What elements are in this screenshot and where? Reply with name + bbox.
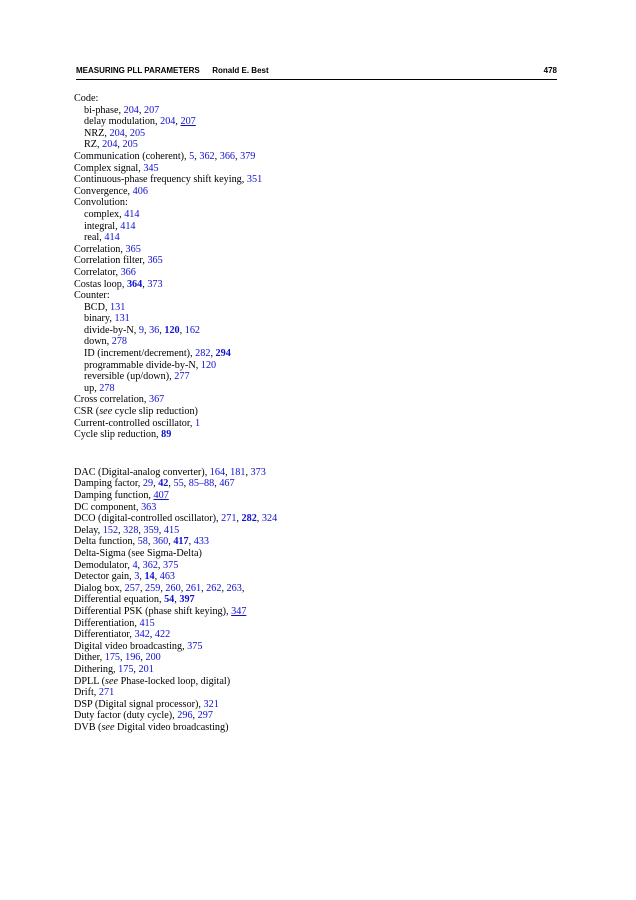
page-link[interactable]: 373 bbox=[147, 278, 163, 290]
page-link[interactable]: 162 bbox=[184, 324, 201, 336]
page-link[interactable]: 259 bbox=[145, 582, 161, 594]
entry-term: DSP (Digital signal processor), bbox=[74, 698, 204, 710]
index-entry bbox=[74, 163, 554, 175]
page-link[interactable]: 278 bbox=[111, 336, 128, 348]
page-link[interactable]: 201 bbox=[138, 663, 154, 675]
index-entry: Communication (coherent), 5, 362, 366, 379 bbox=[74, 150, 256, 162]
page-link[interactable]: 263 bbox=[226, 582, 242, 594]
entry-term: Continuous-phase frequency shift keying, bbox=[74, 174, 247, 186]
entry-term: divide-by-N, bbox=[84, 324, 139, 336]
page-link[interactable]: 207 bbox=[143, 104, 160, 116]
entry-term: Duty factor (duty cycle), bbox=[74, 710, 178, 722]
page-link[interactable]: 1 bbox=[194, 417, 201, 429]
page-link[interactable]: 294 bbox=[215, 348, 231, 360]
page-link[interactable]: 324 bbox=[261, 513, 278, 525]
page-link[interactable]: 467 bbox=[219, 478, 235, 490]
entry-term-rest: Digital video broadcasting) bbox=[114, 721, 229, 733]
page-link[interactable]: 463 bbox=[159, 571, 175, 583]
page-link[interactable]: 433 bbox=[193, 536, 209, 548]
page-link[interactable]: 367 bbox=[148, 394, 165, 406]
index-subentry: divide-by-N, 9, 36, 120, 162 bbox=[84, 324, 201, 336]
entry-term: DVB ( bbox=[74, 721, 102, 733]
entry-term: Dither, bbox=[74, 652, 105, 664]
page-link[interactable]: 164 bbox=[209, 466, 226, 478]
entry-term: Dithering, bbox=[74, 663, 119, 675]
index-entry: Differentiator, 342, 422 bbox=[74, 629, 171, 641]
page-link[interactable]: 297 bbox=[197, 710, 213, 722]
page-link[interactable]: 365 bbox=[125, 243, 141, 255]
index-entry bbox=[74, 290, 554, 302]
entry-term: Cross correlation, bbox=[74, 394, 149, 406]
index-entry bbox=[74, 548, 554, 560]
index-subentry bbox=[74, 383, 554, 395]
page-link[interactable]: 204 bbox=[123, 104, 139, 116]
entry-term: Counter: bbox=[74, 290, 110, 302]
page-link[interactable]: 271 bbox=[221, 513, 237, 525]
page-link[interactable]: 414 bbox=[124, 208, 140, 220]
index-entry: Differential equation, 54, 397 bbox=[74, 594, 195, 606]
index-entry bbox=[74, 174, 554, 186]
page-link[interactable]: 359 bbox=[143, 524, 159, 536]
page-link[interactable]: 278 bbox=[99, 382, 115, 394]
page-link[interactable]: 152 bbox=[102, 524, 119, 536]
entry-term: Correlation filter, bbox=[74, 255, 148, 267]
page-link[interactable]: 14 bbox=[144, 571, 155, 583]
page-link[interactable]: 282 bbox=[195, 348, 211, 360]
page-link[interactable]: 262 bbox=[206, 582, 222, 594]
entry-term: RZ, bbox=[84, 139, 103, 151]
index-subentry bbox=[74, 371, 554, 383]
page-link[interactable]: 347 bbox=[231, 605, 247, 617]
index-entry bbox=[74, 429, 554, 441]
index-entry bbox=[74, 606, 554, 618]
page-link[interactable]: 362 bbox=[199, 150, 215, 162]
entry-term: Delay, bbox=[74, 524, 103, 536]
page-link[interactable]: 196 bbox=[125, 652, 141, 664]
entry-term: DPLL ( bbox=[74, 675, 106, 687]
page-link[interactable]: 131 bbox=[114, 313, 130, 325]
trailing-punctuation: , bbox=[241, 582, 245, 594]
index-entry bbox=[74, 687, 554, 699]
index-subentry bbox=[74, 209, 554, 221]
page-link[interactable]: 351 bbox=[246, 174, 263, 186]
entry-term: CSR ( bbox=[74, 406, 100, 418]
page-link[interactable]: 328 bbox=[123, 524, 139, 536]
page-link[interactable]: 271 bbox=[98, 687, 115, 699]
page-link[interactable]: 175 bbox=[104, 652, 120, 664]
index-entry bbox=[74, 244, 554, 256]
page-link[interactable]: 321 bbox=[203, 698, 219, 710]
entry-term: Current-controlled oscillator, bbox=[74, 417, 195, 429]
entry-term: Costas loop, bbox=[74, 278, 127, 290]
page-link[interactable]: 205 bbox=[129, 127, 146, 139]
page-link[interactable]: 204 bbox=[102, 139, 118, 151]
group-separator bbox=[74, 441, 554, 467]
index-subentry bbox=[74, 232, 554, 244]
entry-term: Drift, bbox=[74, 687, 99, 699]
index-entry: DAC (Digital-analog converter), 164, 181, 373 bbox=[74, 466, 266, 478]
page-link[interactable]: 131 bbox=[110, 301, 126, 313]
index-entry: Damping factor, 29, 42, 55, 85–88, 467 bbox=[74, 478, 235, 490]
entry-term: programmable divide-by-N, bbox=[84, 359, 201, 371]
entry-term-rest: cycle slip reduction) bbox=[112, 406, 198, 418]
page-link[interactable]: 397 bbox=[179, 594, 195, 606]
entry-term: Convolution: bbox=[74, 197, 128, 209]
entry-term: Damping factor, bbox=[74, 478, 143, 490]
header-author: Ronald E. Best bbox=[212, 66, 269, 75]
page-link[interactable]: 375 bbox=[187, 640, 203, 652]
page-number: 478 bbox=[543, 66, 557, 75]
entry-term: ID (increment/decrement), bbox=[84, 348, 196, 360]
page-link[interactable]: 54 bbox=[164, 594, 175, 606]
page-link[interactable]: 415 bbox=[163, 524, 180, 536]
entry-term: real, bbox=[84, 232, 105, 244]
entry-term: Differential PSK (phase shift keying), bbox=[74, 605, 232, 617]
index-entry bbox=[74, 722, 554, 734]
index-subentry: bi-phase, 204, 207 bbox=[84, 104, 160, 116]
entry-term: Detector gain, bbox=[74, 571, 135, 583]
header-title: MEASURING PLL PARAMETERS bbox=[76, 66, 200, 75]
page-link[interactable]: 205 bbox=[122, 139, 138, 151]
index-entry: Dialog box, 257, 259, 260, 261, 262, 263, bbox=[74, 582, 245, 594]
entry-term: bi-phase, bbox=[84, 104, 124, 116]
page-link[interactable]: 120 bbox=[200, 359, 217, 371]
page-link[interactable]: 36 bbox=[149, 324, 160, 336]
index-entry bbox=[74, 394, 554, 406]
page-link[interactable]: 414 bbox=[120, 220, 136, 232]
index-entry bbox=[74, 255, 554, 267]
page-link[interactable]: 362 bbox=[142, 559, 158, 571]
index-entry bbox=[74, 641, 554, 653]
page-link[interactable]: 257 bbox=[124, 582, 140, 594]
entry-term: DCO (digital-controlled oscillator), bbox=[74, 513, 222, 525]
entry-term: Complex signal, bbox=[74, 162, 144, 174]
index-subentry bbox=[74, 313, 554, 325]
index-subentry bbox=[74, 302, 554, 314]
page-link[interactable]: 414 bbox=[104, 232, 120, 244]
entry-term: delay modulation, bbox=[84, 116, 161, 128]
index-subentry bbox=[74, 336, 554, 348]
running-header bbox=[76, 66, 557, 78]
index-entry: Dithering, 175, 201 bbox=[74, 663, 154, 675]
page-link[interactable]: 55 bbox=[173, 478, 184, 490]
entry-term-rest: Phase-locked loop, digital) bbox=[118, 675, 231, 687]
entry-term: Dialog box, bbox=[74, 582, 125, 594]
entry-term: BCD, bbox=[84, 301, 111, 313]
page-link[interactable]: 407 bbox=[153, 490, 169, 501]
index-entry: Delta function, 58, 360, 417, 433 bbox=[74, 536, 209, 548]
entry-term: Communication (coherent), bbox=[74, 150, 190, 162]
see-reference: see bbox=[99, 406, 113, 418]
page-link[interactable]: 89 bbox=[161, 429, 172, 441]
index-entry bbox=[74, 406, 554, 418]
page-link[interactable]: 282 bbox=[241, 513, 257, 525]
page-link[interactable]: 406 bbox=[132, 185, 148, 197]
page-link[interactable]: 85–88 bbox=[188, 478, 215, 490]
entry-term: NRZ, bbox=[84, 127, 110, 139]
entry-term: Correlator, bbox=[74, 266, 121, 278]
page-link[interactable]: 5 bbox=[189, 150, 195, 162]
entry-term: binary, bbox=[84, 313, 115, 325]
page-link[interactable]: 366 bbox=[219, 150, 235, 162]
index-entry: Demodulator, 4, 362, 375 bbox=[74, 559, 179, 571]
index-entry bbox=[74, 502, 554, 514]
page-link[interactable]: 364 bbox=[126, 278, 143, 290]
page-link[interactable]: 366 bbox=[120, 266, 136, 278]
index-subentry bbox=[74, 360, 554, 372]
index-entry: Detector gain, 3, 14, 463 bbox=[74, 571, 175, 583]
index-entry bbox=[74, 186, 554, 198]
page-link[interactable]: 415 bbox=[139, 617, 155, 629]
page-link[interactable]: 365 bbox=[147, 255, 163, 267]
page-link[interactable]: 29 bbox=[142, 478, 154, 490]
page-link[interactable]: 4 bbox=[132, 559, 138, 571]
index-entry bbox=[74, 418, 554, 430]
index-entry: Dither, 175, 196, 200 bbox=[74, 652, 161, 664]
entry-term: Delta function, bbox=[74, 536, 138, 548]
page-link[interactable]: 342 bbox=[134, 629, 150, 641]
index-list bbox=[74, 93, 554, 733]
header-rule bbox=[76, 79, 557, 80]
index-entry bbox=[74, 490, 554, 502]
entry-term: Cycle slip reduction, bbox=[74, 429, 162, 441]
index-entry bbox=[74, 699, 554, 711]
entry-term: Differentiation, bbox=[74, 617, 140, 629]
entry-term: Digital video broadcasting, bbox=[74, 640, 188, 652]
index-entry: Delay, 152, 328, 359, 415 bbox=[74, 524, 180, 536]
index-entry: Costas loop, 364, 373 bbox=[74, 278, 163, 290]
see-reference: see bbox=[105, 675, 119, 687]
page-link[interactable]: 360 bbox=[152, 536, 169, 548]
entry-term: up, bbox=[84, 382, 100, 394]
entry-term: Code: bbox=[74, 93, 99, 104]
entry-term: Differential equation, bbox=[74, 594, 165, 606]
page-link[interactable]: 58 bbox=[137, 536, 148, 548]
index-entry bbox=[74, 197, 554, 209]
entry-term: Correlation, bbox=[74, 243, 126, 255]
page-link[interactable]: 345 bbox=[143, 162, 159, 174]
entry-term: Demodulator, bbox=[74, 559, 133, 571]
entry-term: Delta-Sigma (see Sigma-Delta) bbox=[74, 547, 202, 559]
entry-term: complex, bbox=[84, 208, 125, 220]
index-subentry: RZ, 204, 205 bbox=[84, 139, 138, 151]
page-link[interactable]: 9 bbox=[138, 324, 144, 336]
page-link[interactable]: 375 bbox=[163, 559, 179, 571]
page-link[interactable]: 379 bbox=[240, 150, 256, 162]
entry-term: down, bbox=[84, 336, 112, 348]
page-link[interactable]: 296 bbox=[177, 710, 193, 722]
entry-term: integral, bbox=[84, 220, 121, 232]
page-link[interactable]: 181 bbox=[230, 466, 246, 478]
index-subentry: ID (increment/decrement), 282, 294 bbox=[84, 348, 231, 360]
page-link[interactable]: 3 bbox=[134, 571, 140, 583]
page-link[interactable]: 175 bbox=[118, 663, 134, 675]
entry-term: Damping function, bbox=[74, 490, 154, 501]
page-link[interactable]: 120 bbox=[164, 324, 180, 336]
index-subentry: delay modulation, 204, 207 bbox=[84, 116, 196, 128]
index-entry bbox=[74, 676, 554, 688]
entry-term: Convergence, bbox=[74, 185, 133, 197]
entry-term: DC component, bbox=[74, 501, 142, 513]
page-link[interactable]: 204 bbox=[109, 127, 125, 139]
page-link[interactable]: 277 bbox=[174, 371, 190, 383]
index-entry: DCO (digital-controlled oscillator), 271, 282, 324 bbox=[74, 513, 278, 525]
page-link[interactable]: 363 bbox=[141, 501, 157, 513]
page-link[interactable]: 260 bbox=[165, 582, 181, 594]
entry-term: DAC (Digital-analog converter), bbox=[74, 466, 210, 478]
page-link[interactable]: 373 bbox=[250, 466, 266, 478]
page-link[interactable]: 200 bbox=[145, 652, 161, 664]
page-link[interactable]: 261 bbox=[185, 582, 202, 594]
index-subentry bbox=[74, 221, 554, 233]
index-entry bbox=[74, 618, 554, 630]
see-reference: see bbox=[101, 721, 115, 733]
page-link[interactable]: 42 bbox=[158, 478, 169, 490]
page-link[interactable]: 207 bbox=[180, 116, 196, 128]
page-link[interactable]: 422 bbox=[154, 629, 171, 641]
index-entry bbox=[74, 267, 554, 279]
page-link[interactable]: 204 bbox=[160, 116, 176, 128]
index-subentry: NRZ, 204, 205 bbox=[84, 127, 146, 139]
entry-term: reversible (up/down), bbox=[84, 371, 175, 383]
page-link[interactable]: 417 bbox=[173, 536, 189, 548]
index-entry bbox=[74, 93, 554, 105]
index-entry: Duty factor (duty cycle), 296, 297 bbox=[74, 710, 213, 722]
entry-term: Differentiator, bbox=[74, 629, 135, 641]
